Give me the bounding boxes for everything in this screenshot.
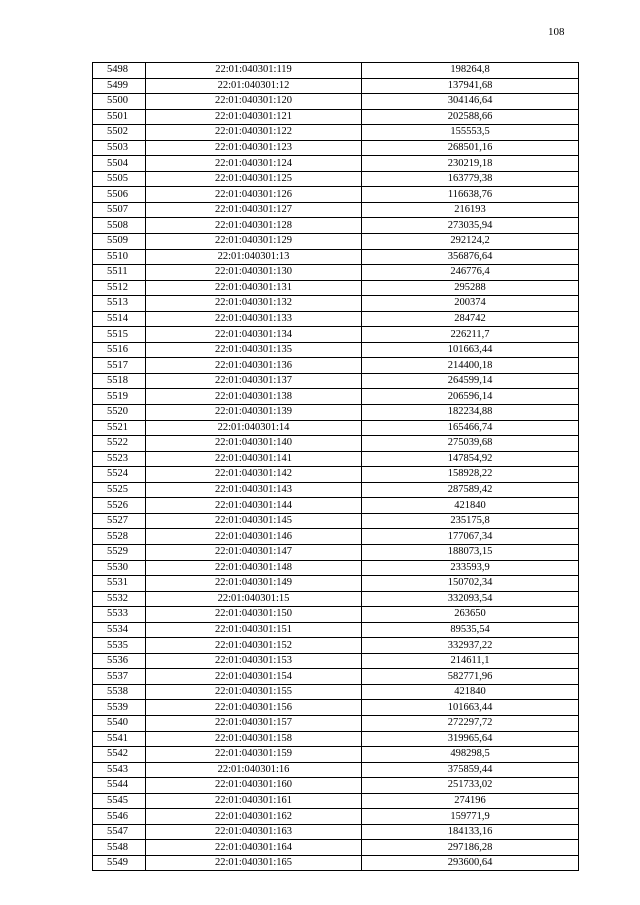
table-row	[93, 529, 579, 545]
cadastral-number-cell: 22:01:040301:137	[146, 373, 362, 389]
cadastral-value-cell: 332093,54	[362, 591, 579, 607]
cadastral-number-cell: 22:01:040301:161	[146, 793, 362, 809]
cadastral-value-cell: 158928,22	[362, 467, 579, 483]
row-number-cell: 5498	[93, 63, 146, 79]
cadastral-number-cell: 22:01:040301:146	[146, 529, 362, 545]
table-row	[93, 638, 579, 654]
row-number-cell: 5518	[93, 373, 146, 389]
table-row	[93, 576, 579, 592]
table-row	[93, 498, 579, 514]
table-row	[93, 747, 579, 763]
row-number-cell: 5537	[93, 669, 146, 685]
row-number-cell: 5548	[93, 840, 146, 856]
cadastral-number-cell: 22:01:040301:162	[146, 809, 362, 825]
cadastral-number-cell: 22:01:040301:154	[146, 669, 362, 685]
cadastral-number-cell: 22:01:040301:156	[146, 700, 362, 716]
row-number-cell: 5544	[93, 778, 146, 794]
table-row	[93, 187, 579, 203]
table-row	[93, 513, 579, 529]
table-row	[93, 125, 579, 141]
cadastral-value-cell: 246776,4	[362, 265, 579, 281]
cadastral-number-cell: 22:01:040301:151	[146, 622, 362, 638]
cadastral-value-cell: 498298,5	[362, 747, 579, 763]
row-number-cell: 5499	[93, 78, 146, 94]
row-number-cell: 5540	[93, 715, 146, 731]
cadastral-number-cell: 22:01:040301:119	[146, 63, 362, 79]
table-row	[93, 451, 579, 467]
table-row	[93, 653, 579, 669]
table-row	[93, 171, 579, 187]
table-row	[93, 342, 579, 358]
cadastral-value-cell: 206596,14	[362, 389, 579, 405]
cadastral-value-cell: 274196	[362, 793, 579, 809]
row-number-cell: 5523	[93, 451, 146, 467]
cadastral-value-cell: 147854,92	[362, 451, 579, 467]
cadastral-number-cell: 22:01:040301:158	[146, 731, 362, 747]
cadastral-value-cell: 293600,64	[362, 855, 579, 871]
table-row	[93, 265, 579, 281]
cadastral-value-cell: 165466,74	[362, 420, 579, 436]
cadastral-value-cell: 155553,5	[362, 125, 579, 141]
row-number-cell: 5505	[93, 171, 146, 187]
row-number-cell: 5546	[93, 809, 146, 825]
cadastral-number-cell: 22:01:040301:132	[146, 296, 362, 312]
cadastral-number-cell: 22:01:040301:145	[146, 513, 362, 529]
table-row	[93, 373, 579, 389]
table-row	[93, 560, 579, 576]
row-number-cell: 5501	[93, 109, 146, 125]
table-row	[93, 202, 579, 218]
row-number-cell: 5503	[93, 140, 146, 156]
cadastral-value-cell: 264599,14	[362, 373, 579, 389]
row-number-cell: 5534	[93, 622, 146, 638]
cadastral-number-cell: 22:01:040301:143	[146, 482, 362, 498]
table-row	[93, 684, 579, 700]
cadastral-number-cell: 22:01:040301:15	[146, 591, 362, 607]
row-number-cell: 5530	[93, 560, 146, 576]
cadastral-number-cell: 22:01:040301:160	[146, 778, 362, 794]
cadastral-number-cell: 22:01:040301:14	[146, 420, 362, 436]
cadastral-value-cell: 216193	[362, 202, 579, 218]
cadastral-number-cell: 22:01:040301:163	[146, 824, 362, 840]
table-row	[93, 405, 579, 421]
cadastral-value-cell: 332937,22	[362, 638, 579, 654]
table-row	[93, 840, 579, 856]
cadastral-value-cell: 297186,28	[362, 840, 579, 856]
table-row	[93, 311, 579, 327]
cadastral-number-cell: 22:01:040301:142	[146, 467, 362, 483]
table-row	[93, 762, 579, 778]
row-number-cell: 5539	[93, 700, 146, 716]
table-row	[93, 700, 579, 716]
table-row	[93, 607, 579, 623]
row-number-cell: 5543	[93, 762, 146, 778]
table-row	[93, 358, 579, 374]
cadastral-number-cell: 22:01:040301:149	[146, 576, 362, 592]
table-row	[93, 296, 579, 312]
cadastral-number-cell: 22:01:040301:164	[146, 840, 362, 856]
row-number-cell: 5524	[93, 467, 146, 483]
cadastral-number-cell: 22:01:040301:165	[146, 855, 362, 871]
cadastral-value-cell: 582771,96	[362, 669, 579, 685]
row-number-cell: 5541	[93, 731, 146, 747]
table-row	[93, 234, 579, 250]
cadastral-value-cell: 375859,44	[362, 762, 579, 778]
cadastral-number-cell: 22:01:040301:157	[146, 715, 362, 731]
row-number-cell: 5525	[93, 482, 146, 498]
cadastral-number-cell: 22:01:040301:125	[146, 171, 362, 187]
row-number-cell: 5513	[93, 296, 146, 312]
table-row	[93, 327, 579, 343]
cadastral-number-cell: 22:01:040301:152	[146, 638, 362, 654]
table-row	[93, 467, 579, 483]
cadastral-value-cell: 233593,9	[362, 560, 579, 576]
cadastral-number-cell: 22:01:040301:148	[146, 560, 362, 576]
cadastral-number-cell: 22:01:040301:13	[146, 249, 362, 265]
table-row	[93, 249, 579, 265]
cadastral-value-cell: 89535,54	[362, 622, 579, 638]
row-number-cell: 5509	[93, 234, 146, 250]
cadastral-value-cell: 356876,64	[362, 249, 579, 265]
table-row	[93, 218, 579, 234]
cadastral-number-cell: 22:01:040301:140	[146, 436, 362, 452]
table-row	[93, 109, 579, 125]
table-row	[93, 809, 579, 825]
table-row	[93, 389, 579, 405]
row-number-cell: 5511	[93, 265, 146, 281]
cadastral-number-cell: 22:01:040301:159	[146, 747, 362, 763]
cadastral-value-cell: 226211,7	[362, 327, 579, 343]
cadastral-number-cell: 22:01:040301:121	[146, 109, 362, 125]
row-number-cell: 5512	[93, 280, 146, 296]
cadastral-value-cell: 421840	[362, 498, 579, 514]
row-number-cell: 5500	[93, 94, 146, 110]
table-row	[93, 591, 579, 607]
row-number-cell: 5508	[93, 218, 146, 234]
cadastral-number-cell: 22:01:040301:150	[146, 607, 362, 623]
cadastral-value-cell: 273035,94	[362, 218, 579, 234]
cadastral-value-cell: 150702,34	[362, 576, 579, 592]
cadastral-value-cell: 230219,18	[362, 156, 579, 172]
row-number-cell: 5504	[93, 156, 146, 172]
cadastral-value-cell: 159771,9	[362, 809, 579, 825]
row-number-cell: 5502	[93, 125, 146, 141]
row-number-cell: 5519	[93, 389, 146, 405]
table-row	[93, 94, 579, 110]
row-number-cell: 5547	[93, 824, 146, 840]
cadastral-value-cell: 304146,64	[362, 94, 579, 110]
row-number-cell: 5507	[93, 202, 146, 218]
cadastral-value-cell: 184133,16	[362, 824, 579, 840]
cadastral-value-cell: 275039,68	[362, 436, 579, 452]
row-number-cell: 5535	[93, 638, 146, 654]
cadastral-number-cell: 22:01:040301:122	[146, 125, 362, 141]
row-number-cell: 5516	[93, 342, 146, 358]
cadastral-number-cell: 22:01:040301:124	[146, 156, 362, 172]
cadastral-value-table	[92, 62, 579, 871]
table-row	[93, 63, 579, 79]
cadastral-value-cell: 198264,8	[362, 63, 579, 79]
row-number-cell: 5527	[93, 513, 146, 529]
cadastral-number-cell: 22:01:040301:135	[146, 342, 362, 358]
cadastral-number-cell: 22:01:040301:126	[146, 187, 362, 203]
cadastral-number-cell: 22:01:040301:128	[146, 218, 362, 234]
cadastral-number-cell: 22:01:040301:120	[146, 94, 362, 110]
cadastral-number-cell: 22:01:040301:130	[146, 265, 362, 281]
cadastral-value-cell: 214611,1	[362, 653, 579, 669]
cadastral-value-cell: 116638,76	[362, 187, 579, 203]
row-number-cell: 5533	[93, 607, 146, 623]
cadastral-value-cell: 421840	[362, 684, 579, 700]
row-number-cell: 5506	[93, 187, 146, 203]
cadastral-number-cell: 22:01:040301:141	[146, 451, 362, 467]
row-number-cell: 5545	[93, 793, 146, 809]
table-row	[93, 78, 579, 94]
cadastral-number-cell: 22:01:040301:153	[146, 653, 362, 669]
row-number-cell: 5520	[93, 405, 146, 421]
cadastral-value-cell: 235175,8	[362, 513, 579, 529]
row-number-cell: 5532	[93, 591, 146, 607]
table-row	[93, 140, 579, 156]
cadastral-number-cell: 22:01:040301:127	[146, 202, 362, 218]
cadastral-number-cell: 22:01:040301:133	[146, 311, 362, 327]
row-number-cell: 5517	[93, 358, 146, 374]
cadastral-number-cell: 22:01:040301:12	[146, 78, 362, 94]
cadastral-number-cell: 22:01:040301:138	[146, 389, 362, 405]
row-number-cell: 5536	[93, 653, 146, 669]
cadastral-number-cell: 22:01:040301:123	[146, 140, 362, 156]
cadastral-value-cell: 319965,64	[362, 731, 579, 747]
cadastral-value-cell: 263650	[362, 607, 579, 623]
cadastral-value-cell: 295288	[362, 280, 579, 296]
cadastral-value-cell: 137941,68	[362, 78, 579, 94]
table-row	[93, 824, 579, 840]
row-number-cell: 5542	[93, 747, 146, 763]
table-row	[93, 280, 579, 296]
cadastral-value-cell: 251733,02	[362, 778, 579, 794]
cadastral-number-cell: 22:01:040301:134	[146, 327, 362, 343]
table-row	[93, 731, 579, 747]
table-row	[93, 669, 579, 685]
cadastral-value-cell: 101663,44	[362, 700, 579, 716]
table-body	[93, 63, 579, 871]
table-row	[93, 855, 579, 871]
cadastral-value-cell: 182234,88	[362, 405, 579, 421]
table-row	[93, 778, 579, 794]
row-number-cell: 5538	[93, 684, 146, 700]
row-number-cell: 5521	[93, 420, 146, 436]
table-row	[93, 793, 579, 809]
cadastral-value-cell: 202588,66	[362, 109, 579, 125]
cadastral-value-cell: 292124,2	[362, 234, 579, 250]
cadastral-value-cell: 200374	[362, 296, 579, 312]
cadastral-value-cell: 188073,15	[362, 544, 579, 560]
cadastral-value-cell: 268501,16	[362, 140, 579, 156]
row-number-cell: 5515	[93, 327, 146, 343]
cadastral-number-cell: 22:01:040301:147	[146, 544, 362, 560]
table-row	[93, 156, 579, 172]
cadastral-value-cell: 214400,18	[362, 358, 579, 374]
row-number-cell: 5522	[93, 436, 146, 452]
row-number-cell: 5528	[93, 529, 146, 545]
table-row	[93, 715, 579, 731]
table-row	[93, 482, 579, 498]
cadastral-value-cell: 287589,42	[362, 482, 579, 498]
cadastral-value-cell: 177067,34	[362, 529, 579, 545]
cadastral-number-cell: 22:01:040301:136	[146, 358, 362, 374]
table-row	[93, 544, 579, 560]
cadastral-number-cell: 22:01:040301:129	[146, 234, 362, 250]
cadastral-value-cell: 163779,38	[362, 171, 579, 187]
row-number-cell: 5529	[93, 544, 146, 560]
cadastral-number-cell: 22:01:040301:131	[146, 280, 362, 296]
row-number-cell: 5531	[93, 576, 146, 592]
row-number-cell: 5514	[93, 311, 146, 327]
row-number-cell: 5526	[93, 498, 146, 514]
row-number-cell: 5510	[93, 249, 146, 265]
table-row	[93, 420, 579, 436]
cadastral-number-cell: 22:01:040301:16	[146, 762, 362, 778]
row-number-cell: 5549	[93, 855, 146, 871]
cadastral-number-cell: 22:01:040301:139	[146, 405, 362, 421]
cadastral-value-cell: 101663,44	[362, 342, 579, 358]
cadastral-number-cell: 22:01:040301:155	[146, 684, 362, 700]
page-number: 108	[548, 26, 565, 38]
table-row	[93, 436, 579, 452]
table-row	[93, 622, 579, 638]
cadastral-value-cell: 284742	[362, 311, 579, 327]
cadastral-number-cell: 22:01:040301:144	[146, 498, 362, 514]
cadastral-value-cell: 272297,72	[362, 715, 579, 731]
